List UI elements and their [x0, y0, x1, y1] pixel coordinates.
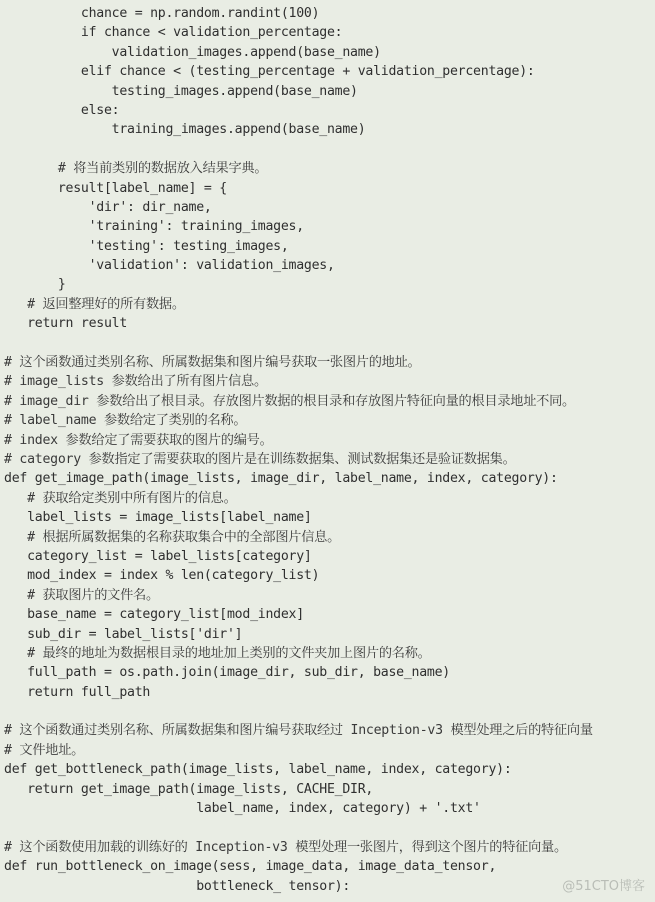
code-line: elif chance < (testing_percentage + validation_percentage): [4, 64, 535, 80]
comment-line: # index 参数给定了需要获取的图片的编号。 [4, 432, 273, 448]
comment-line: # 将当前类别的数据放入结果字典。 [4, 161, 268, 177]
code-line: sub_dir = label_lists['dir'] [4, 626, 243, 642]
code-line: 'validation': validation_images, [4, 258, 335, 274]
code-line: validation_images.append(base_name) [4, 44, 381, 60]
comment-line: # 这个函数通过类别名称、所属数据集和图片编号获取一张图片的地址。 [4, 355, 421, 371]
watermark-text: @51CTO博客 [562, 879, 645, 894]
code-line: bottleneck_ tensor): [4, 878, 351, 894]
code-line: full_path = os.path.join(image_dir, sub_dir, base_name) [4, 665, 450, 681]
code-line: testing_images.append(base_name) [4, 83, 358, 99]
comment-line: # category 参数指定了需要获取的图片是在训练数据集、测试数据集还是验证数据集。 [4, 451, 516, 467]
code-line: mod_index = index % len(category_list) [4, 568, 320, 584]
comment-line: # 文件地址。 [4, 742, 85, 758]
comment-line: # 获取图片的文件名。 [4, 587, 159, 603]
code-line: def get_image_path(image_lists, image_dir, label_name, index, category): [4, 471, 558, 487]
code-line: 'dir': dir_name, [4, 199, 212, 215]
comment-line: # 最终的地址为数据根目录的地址加上类别的文件夹加上图片的名称。 [4, 645, 431, 661]
code-line: return full_path [4, 684, 151, 700]
code-line [4, 334, 655, 353]
code-line [4, 818, 655, 837]
code-line: label_lists = image_lists[label_name] [4, 510, 312, 526]
comment-line: # image_dir 参数给出了根目录。存放图片数据的根目录和存放图片特征向量的根目录地址不同。 [4, 393, 575, 409]
code-line: 'testing': testing_images, [4, 238, 289, 254]
comment-line: # 这个函数通过类别名称、所属数据集和图片编号获取经过 Inception-v3 模型处理之后的特征向量 [4, 723, 593, 739]
code-line: def get_bottleneck_path(image_lists, label_name, index, category): [4, 762, 512, 778]
code-line: if chance < validation_percentage: [4, 25, 343, 41]
code-line: else: [4, 102, 120, 118]
comment-line: # label_name 参数给定了类别的名称。 [4, 413, 247, 429]
code-line: return get_image_path(image_lists, CACHE_DIR, [4, 781, 374, 797]
comment-line: # 这个函数使用加载的训练好的 Inception-v3 模型处理一张图片，得到这个图片的特征向量。 [4, 839, 567, 855]
code-line: training_images.append(base_name) [4, 122, 366, 138]
code-line: result[label_name] = { [4, 180, 227, 196]
watermark [562, 875, 645, 894]
code-line: chance = np.random.randint(100) [4, 6, 320, 21]
comment-line: # 获取给定类别中所有图片的信息。 [4, 490, 237, 506]
comment-line: # image_lists 参数给出了所有图片信息。 [4, 374, 267, 390]
code-line: 'training': training_images, [4, 219, 304, 235]
code-line: return result [4, 316, 128, 332]
code-line [4, 702, 655, 721]
code-block [4, 4, 655, 896]
comment-line: # 根据所属数据集的名称获取集合中的全部图片信息。 [4, 529, 341, 545]
comment-line: # 返回整理好的所有数据。 [4, 296, 185, 312]
code-line [4, 140, 655, 159]
code-line: base_name = category_list[mod_index] [4, 607, 304, 623]
code-line: def run_bottleneck_on_image(sess, image_data, image_data_tensor, [4, 859, 497, 875]
code-line: } [4, 277, 66, 293]
code-line: category_list = label_lists[category] [4, 548, 312, 564]
code-line: label_name, index, category) + '.txt' [4, 801, 481, 817]
